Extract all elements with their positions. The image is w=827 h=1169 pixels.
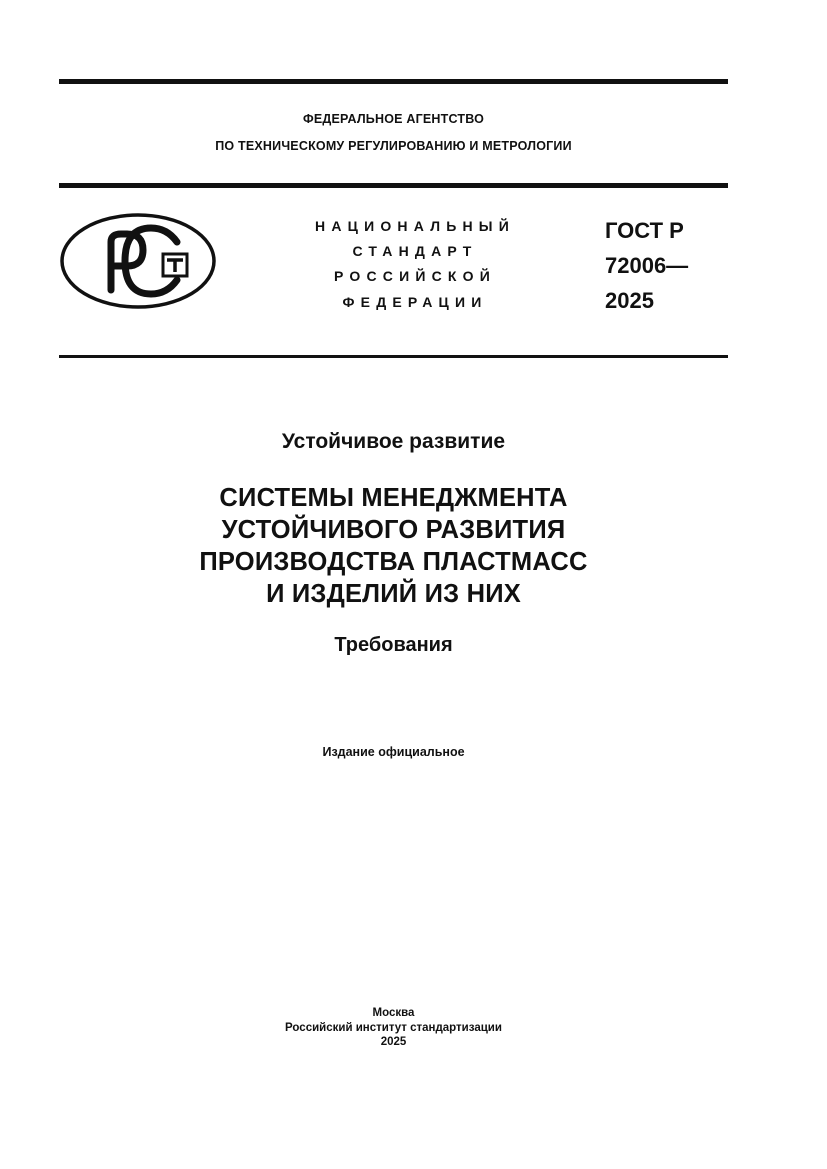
title-line-4: И ИЗДЕЛИЙ ИЗ НИХ [266,580,521,608]
national-standard-line-2: СТАНДАРТ [352,243,478,259]
imprint-publisher: Российский институт стандартизации [285,1021,502,1034]
header-rule [59,183,728,188]
edition-label: Издание официальное [322,745,465,759]
top-rule [59,79,728,84]
header-bottom-rule [59,355,728,358]
designation-line-1: ГОСТ Р [605,218,684,243]
imprint-city: Москва [372,1007,415,1019]
national-standard-line-1: НАЦИОНАЛЬНЫЙ [315,218,515,234]
gost-r-logo-icon [59,212,217,310]
subject-heading: Устойчивое развитие [281,430,506,453]
national-standard-line-4: ФЕДЕРАЦИИ [342,294,488,310]
imprint [59,1006,728,1050]
document-title [59,482,728,610]
agency-line-1: ФЕДЕРАЛЬНОЕ АГЕНТСТВО [302,112,485,126]
title-line-3: ПРОИЗВОДСТВА ПЛАСТМАСС [199,548,588,576]
designation-line-2: 72006— [605,253,689,278]
imprint-year: 2025 [380,1036,407,1048]
title-line-1: СИСТЕМЫ МЕНЕДЖМЕНТА [219,484,568,512]
national-standard-line-3: РОССИЙСКОЙ [334,268,496,284]
requirements-subtitle: Требования [334,634,453,656]
title-line-2: УСТОЙЧИВОГО РАЗВИТИЯ [221,516,566,544]
designation-line-3: 2025 [605,288,654,313]
agency-line-2: ПО ТЕХНИЧЕСКОМУ РЕГУЛИРОВАНИЮ И МЕТРОЛОГИИ [215,139,572,153]
